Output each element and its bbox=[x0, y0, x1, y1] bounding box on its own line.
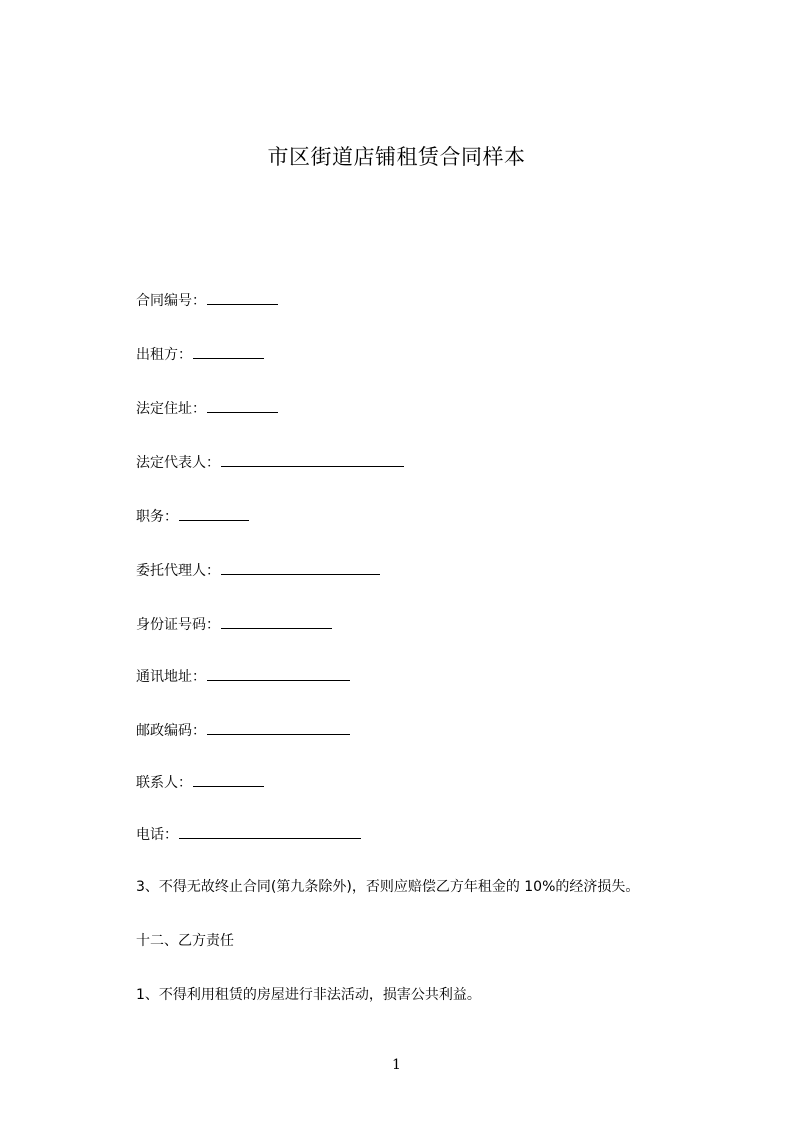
fill-in-blank bbox=[207, 398, 278, 413]
document-title: 市区街道店铺租赁合同样本 bbox=[267, 145, 526, 169]
field-label: 身份证号码： bbox=[136, 617, 220, 633]
field-label: 电话： bbox=[136, 827, 178, 843]
fill-in-blank bbox=[221, 560, 380, 575]
mailing-address-field bbox=[136, 666, 350, 687]
page-number: 1 bbox=[392, 1057, 401, 1073]
field-label: 职务： bbox=[136, 509, 178, 525]
field-label: 合同编号： bbox=[136, 293, 206, 309]
section-heading: 十二、乙方责任 bbox=[136, 933, 234, 949]
field-label: 联系人： bbox=[136, 775, 192, 791]
fill-in-blank bbox=[207, 666, 350, 681]
field-label: 通讯地址： bbox=[136, 669, 206, 685]
phone-field bbox=[136, 824, 361, 845]
field-label: 法定代表人： bbox=[136, 455, 220, 471]
fill-in-blank bbox=[221, 452, 404, 467]
fill-in-blank bbox=[207, 720, 350, 735]
position-field bbox=[136, 506, 249, 527]
postal-code-field bbox=[136, 720, 350, 741]
authorized-agent-field bbox=[136, 560, 380, 581]
contact-person-field bbox=[136, 772, 264, 793]
clause-paragraph: 3、不得无故终止合同(第九条除外)，否则应赔偿乙方年租金的 10%的经济损失。 bbox=[136, 879, 640, 895]
fill-in-blank bbox=[221, 614, 332, 629]
field-label: 法定住址： bbox=[136, 401, 206, 417]
field-label: 委托代理人： bbox=[136, 563, 220, 579]
id-number-field bbox=[136, 614, 332, 635]
field-label: 出租方： bbox=[136, 347, 192, 363]
fill-in-blank bbox=[193, 344, 264, 359]
clause-paragraph: 1、不得利用租赁的房屋进行非法活动，损害公共利益。 bbox=[136, 987, 481, 1003]
fill-in-blank bbox=[179, 506, 249, 521]
legal-representative-field bbox=[136, 452, 404, 473]
fill-in-blank bbox=[179, 824, 361, 839]
legal-address-field bbox=[136, 398, 278, 419]
contract-number-field bbox=[136, 290, 278, 311]
lessor-field bbox=[136, 344, 264, 365]
fill-in-blank bbox=[193, 772, 264, 787]
fill-in-blank bbox=[207, 290, 278, 305]
field-label: 邮政编码： bbox=[136, 723, 206, 739]
